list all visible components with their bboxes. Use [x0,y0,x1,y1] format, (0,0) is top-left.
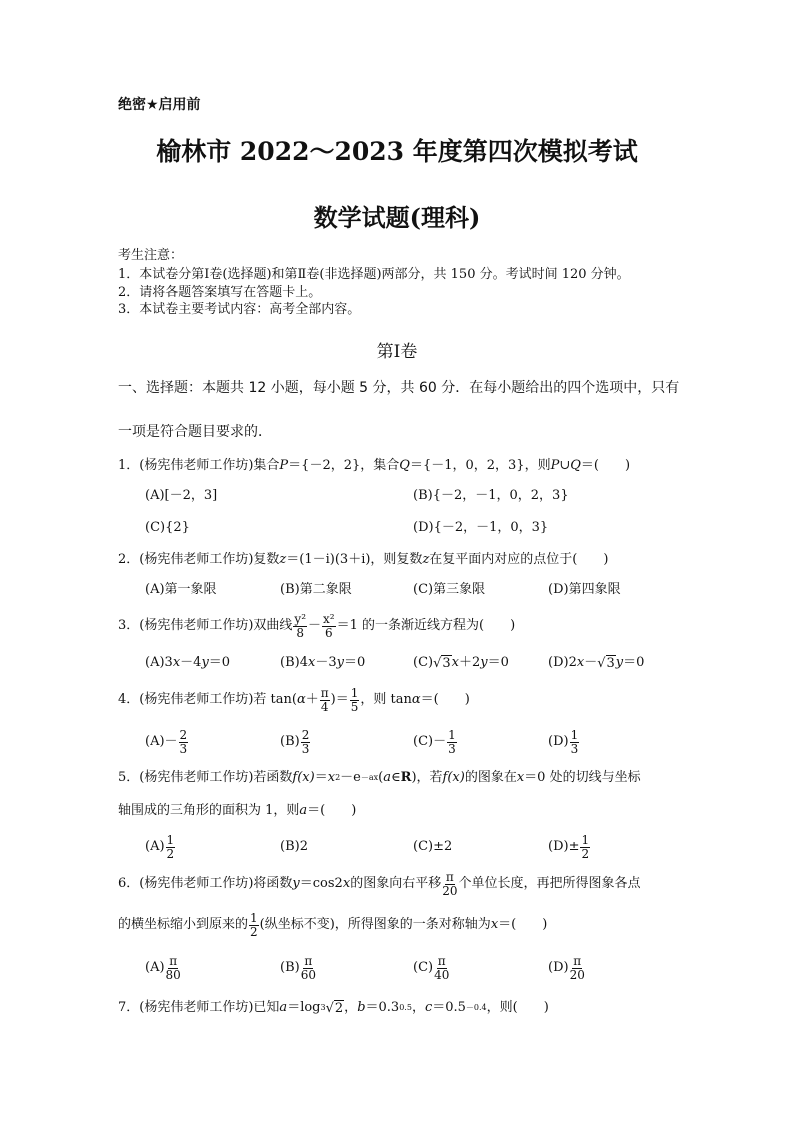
numerator: 1 [448,727,456,742]
text: ，则( ) [486,1000,549,1015]
fraction [166,834,176,861]
denominator: 20 [569,967,585,982]
math-variable: x [327,770,336,785]
text: (A)[－2，3] [145,488,218,503]
denominator: 3 [570,741,579,756]
text: ， [411,1000,425,1015]
denominator: 2 [250,924,258,939]
answer-option [145,954,182,982]
math-variable: x [490,917,499,932]
answer-option [280,954,317,982]
answer-option [413,649,509,677]
math-variable: α [411,692,421,707]
text: ( [378,770,384,785]
math-variable: x [307,655,316,670]
numerator: π [320,685,329,700]
numerator: 1 [581,832,590,847]
denominator: 5 [350,699,359,714]
answer-option [413,954,450,982]
text: (B)第二象限 [280,582,352,597]
fraction [434,955,449,982]
text: (B) [280,960,300,975]
question-line [118,766,641,790]
answer-option [548,649,644,677]
text: 的图象向右平移 [350,876,442,891]
answer-option [413,514,548,542]
text: ∪ [559,458,571,473]
math-variable: z [422,552,430,567]
math-variable: z [279,552,287,567]
question-line [118,611,516,640]
math-variable: α [296,692,306,707]
text: ∈ [391,770,401,785]
answer-option [145,728,189,756]
text: (D)2 [548,655,577,670]
math-variable: b [357,1000,366,1015]
text: ＝{－2，2}，集合 [288,458,400,473]
text: (C) [413,655,434,670]
text: (A)第一象限 [145,582,217,597]
text: 轴围成的三角形的面积为 1，则 [118,803,300,818]
answer-option [548,728,580,756]
text: ＝1 的一条渐近线方程为( ) [336,618,516,633]
fraction [249,912,259,939]
denominator: 3 [448,741,456,756]
denominator: 6 [325,625,333,640]
answer-option [280,833,308,861]
answer-option [145,833,176,861]
answer-option [413,833,452,861]
part-instructions: 一、选择题：本题共 12 小题，每小题 5 分，共 60 分．在每小题给出的四个选项中，只有 [118,380,680,396]
text: ， [344,1000,358,1015]
denominator: 20 [442,883,458,898]
fraction [320,687,330,714]
denominator: 40 [434,967,450,982]
superscript: －0.4 [465,1003,487,1012]
subscript: 3 [320,1003,326,1012]
radical-sign-icon: √ [325,1000,334,1016]
notice-item: 2．请将各题答案填写在答题卡上。 [118,285,322,300]
math-variable: a [383,770,391,785]
fraction [350,687,360,714]
question-line [118,996,549,1020]
text: (B)4 [280,655,308,670]
answer-option [413,728,458,756]
options-row [145,833,705,861]
numerator: 1 [350,685,359,700]
text: ＝0.3 [365,1000,400,1015]
part-instructions: 一项是符合题目要求的． [118,424,272,440]
notice-heading: 考生注意： [118,248,184,263]
numerator: y² [294,611,307,626]
text: －e [340,770,361,785]
text: 个单位长度，再把所得图象各点 [458,876,641,891]
superscript: 0.5 [399,1003,412,1012]
section-heading: 第Ⅰ卷 [376,342,418,362]
denominator: 2 [166,846,175,861]
answer-option [548,954,586,982]
answer-option [413,576,485,604]
text: ＋ [305,692,319,707]
radical-sign-icon: √ [597,655,606,671]
math-variable: P [279,458,289,473]
math-variable: a [279,1000,288,1015]
answer-option [280,649,365,677]
math-variable: P [550,458,560,473]
radical-sign-icon: √ [433,655,442,671]
text: (C)第三象限 [413,582,486,597]
numerator: x² [323,611,335,626]
text: (C)±2 [413,839,453,854]
text: ＝ [314,770,328,785]
text: ＝{－1，0，2，3}，则 [409,458,551,473]
math-variable: x [516,770,525,785]
text: 的横坐标缩小到原来的 [118,917,249,932]
fraction [442,871,457,898]
fraction [322,613,336,640]
text: － [308,618,322,633]
question-line [118,910,548,939]
text: 3．(杨宪伟老师工作坊)双曲线 [118,618,293,633]
numerator: π [445,869,454,884]
confidential-label: 绝密★启用前 [118,97,201,113]
math-variable: y [615,655,624,670]
text: (D) [548,734,569,749]
options-row [145,514,705,542]
text: (D)第四象限 [548,582,621,597]
numerator: π [573,953,582,968]
denominator: 60 [300,967,316,982]
text: ＝0 [623,655,645,670]
text: ＝(1－i)(3＋i)，则复数 [286,552,423,567]
denominator: 4 [320,699,329,714]
question-line [118,454,630,478]
fraction [301,729,311,756]
math-variable: c [424,1000,433,1015]
math-variable: y [201,655,209,670]
text: ＝0 [343,655,366,670]
answer-option [280,576,352,604]
text: 6．(杨宪伟老师工作坊)将函数 [118,876,293,891]
text: (A) [145,960,165,975]
numerator: π [169,953,178,968]
text: (纵坐标不变)，所得图象的一条对称轴为 [259,917,491,932]
fraction [580,834,590,861]
text: ＝( ) [307,803,357,818]
radicand: 2 [334,1000,344,1016]
text: 5．(杨宪伟老师工作坊)若函数 [118,770,293,785]
text: ＝( ) [420,692,470,707]
options-row [145,482,705,510]
text: ＝cos2 [299,876,343,891]
exam-title: 榆林市 2022～2023 年度第四次模拟考试 [156,137,638,166]
math-variable: Q [399,458,410,473]
question-line [118,548,608,572]
text: (D)± [548,839,580,854]
square-root [433,655,452,672]
text: (A)－ [145,734,178,749]
square-root [597,655,616,672]
text: (C) [413,960,434,975]
answer-option [280,728,311,756]
numerator: 2 [179,727,188,742]
answer-option [145,514,190,542]
fraction [570,955,585,982]
fraction [570,729,580,756]
exam-subtitle: 数学试题(理科) [313,203,481,232]
text: (C)－ [413,734,447,749]
square-root [326,1000,345,1017]
math-variable: y [292,876,300,891]
text: －3 [315,655,337,670]
math-variable: x [342,876,351,891]
text: (B) [280,734,300,749]
math-variable: x [451,655,460,670]
text: (C){2} [145,520,190,535]
numerator: π [437,953,446,968]
math-variable: x [576,655,585,670]
text: (D){－2，－1，0，3} [413,520,549,535]
text: ＝( ) [498,917,548,932]
text: 2．(杨宪伟老师工作坊)复数 [118,552,280,567]
math-variable: f(x) [292,770,315,785]
text: 1．(杨宪伟老师工作坊)集合 [118,458,280,473]
math-variable: a [299,803,308,818]
answer-option [145,482,217,510]
text: ＝log [287,1000,321,1015]
question-line [118,869,641,898]
text: 的图象在 [464,770,517,785]
text: ＝0 [487,655,509,670]
math-variable: Q [570,458,581,473]
text: (D) [548,960,569,975]
answer-option [145,576,217,604]
numerator: 1 [166,832,175,847]
answer-option [413,482,569,510]
options-row [145,576,705,604]
fraction [293,613,307,640]
question-line [118,685,470,714]
fraction [166,955,181,982]
numerator: 1 [570,727,579,742]
denominator: 2 [581,846,590,861]
math-variable: y [336,655,344,670]
text: )，若 [411,770,443,785]
denominator: 80 [165,967,181,982]
text: 7．(杨宪伟老师工作坊)已知 [118,1000,280,1015]
text: (B){－2，－1，0，2，3} [413,488,569,503]
text: (A)3 [145,655,173,670]
radicand: 3 [606,655,615,671]
text: －4 [180,655,202,670]
text: 4．(杨宪伟老师工作坊)若 tan( [118,692,297,707]
fraction [447,729,457,756]
math-variable: y [480,655,488,670]
denominator: 8 [296,625,305,640]
text: 在复平面内对应的点位于( ) [429,552,609,567]
math-set: R [400,770,412,785]
text: ，则 tan [360,692,412,707]
superscript: 2 [335,773,341,782]
superscript: －ax [360,773,379,782]
text: ＝0 处的切线与坐标 [524,770,641,785]
text: ＝0 [208,655,231,670]
radicand: 3 [442,655,451,671]
notice-item: 3．本试卷主要考试内容：高考全部内容。 [118,302,361,317]
math-variable: f(x) [442,770,465,785]
answer-option [145,649,230,677]
options-row [145,649,705,677]
math-variable: x [172,655,181,670]
fraction [179,729,189,756]
options-row [145,954,705,982]
denominator: 3 [301,741,310,756]
text: (B)2 [280,839,308,854]
fraction [301,955,316,982]
text: (A) [145,839,165,854]
answer-option [548,576,621,604]
answer-option [548,833,591,861]
denominator: 3 [179,741,188,756]
numerator: π [304,953,313,968]
question-line [118,799,356,823]
notice-item: 1．本试卷分第Ⅰ卷(选择题)和第Ⅱ卷(非选择题)两部分，共 150 分。考试时间 120 分钟。 [118,267,630,282]
text: ＋2 [459,655,481,670]
text: )＝ [330,692,349,707]
text: ＝( ) [580,458,631,473]
numerator: 1 [250,910,258,925]
options-row [145,728,705,756]
text: － [584,655,598,670]
text: ＝0.5 [432,1000,466,1015]
numerator: 2 [301,727,310,742]
